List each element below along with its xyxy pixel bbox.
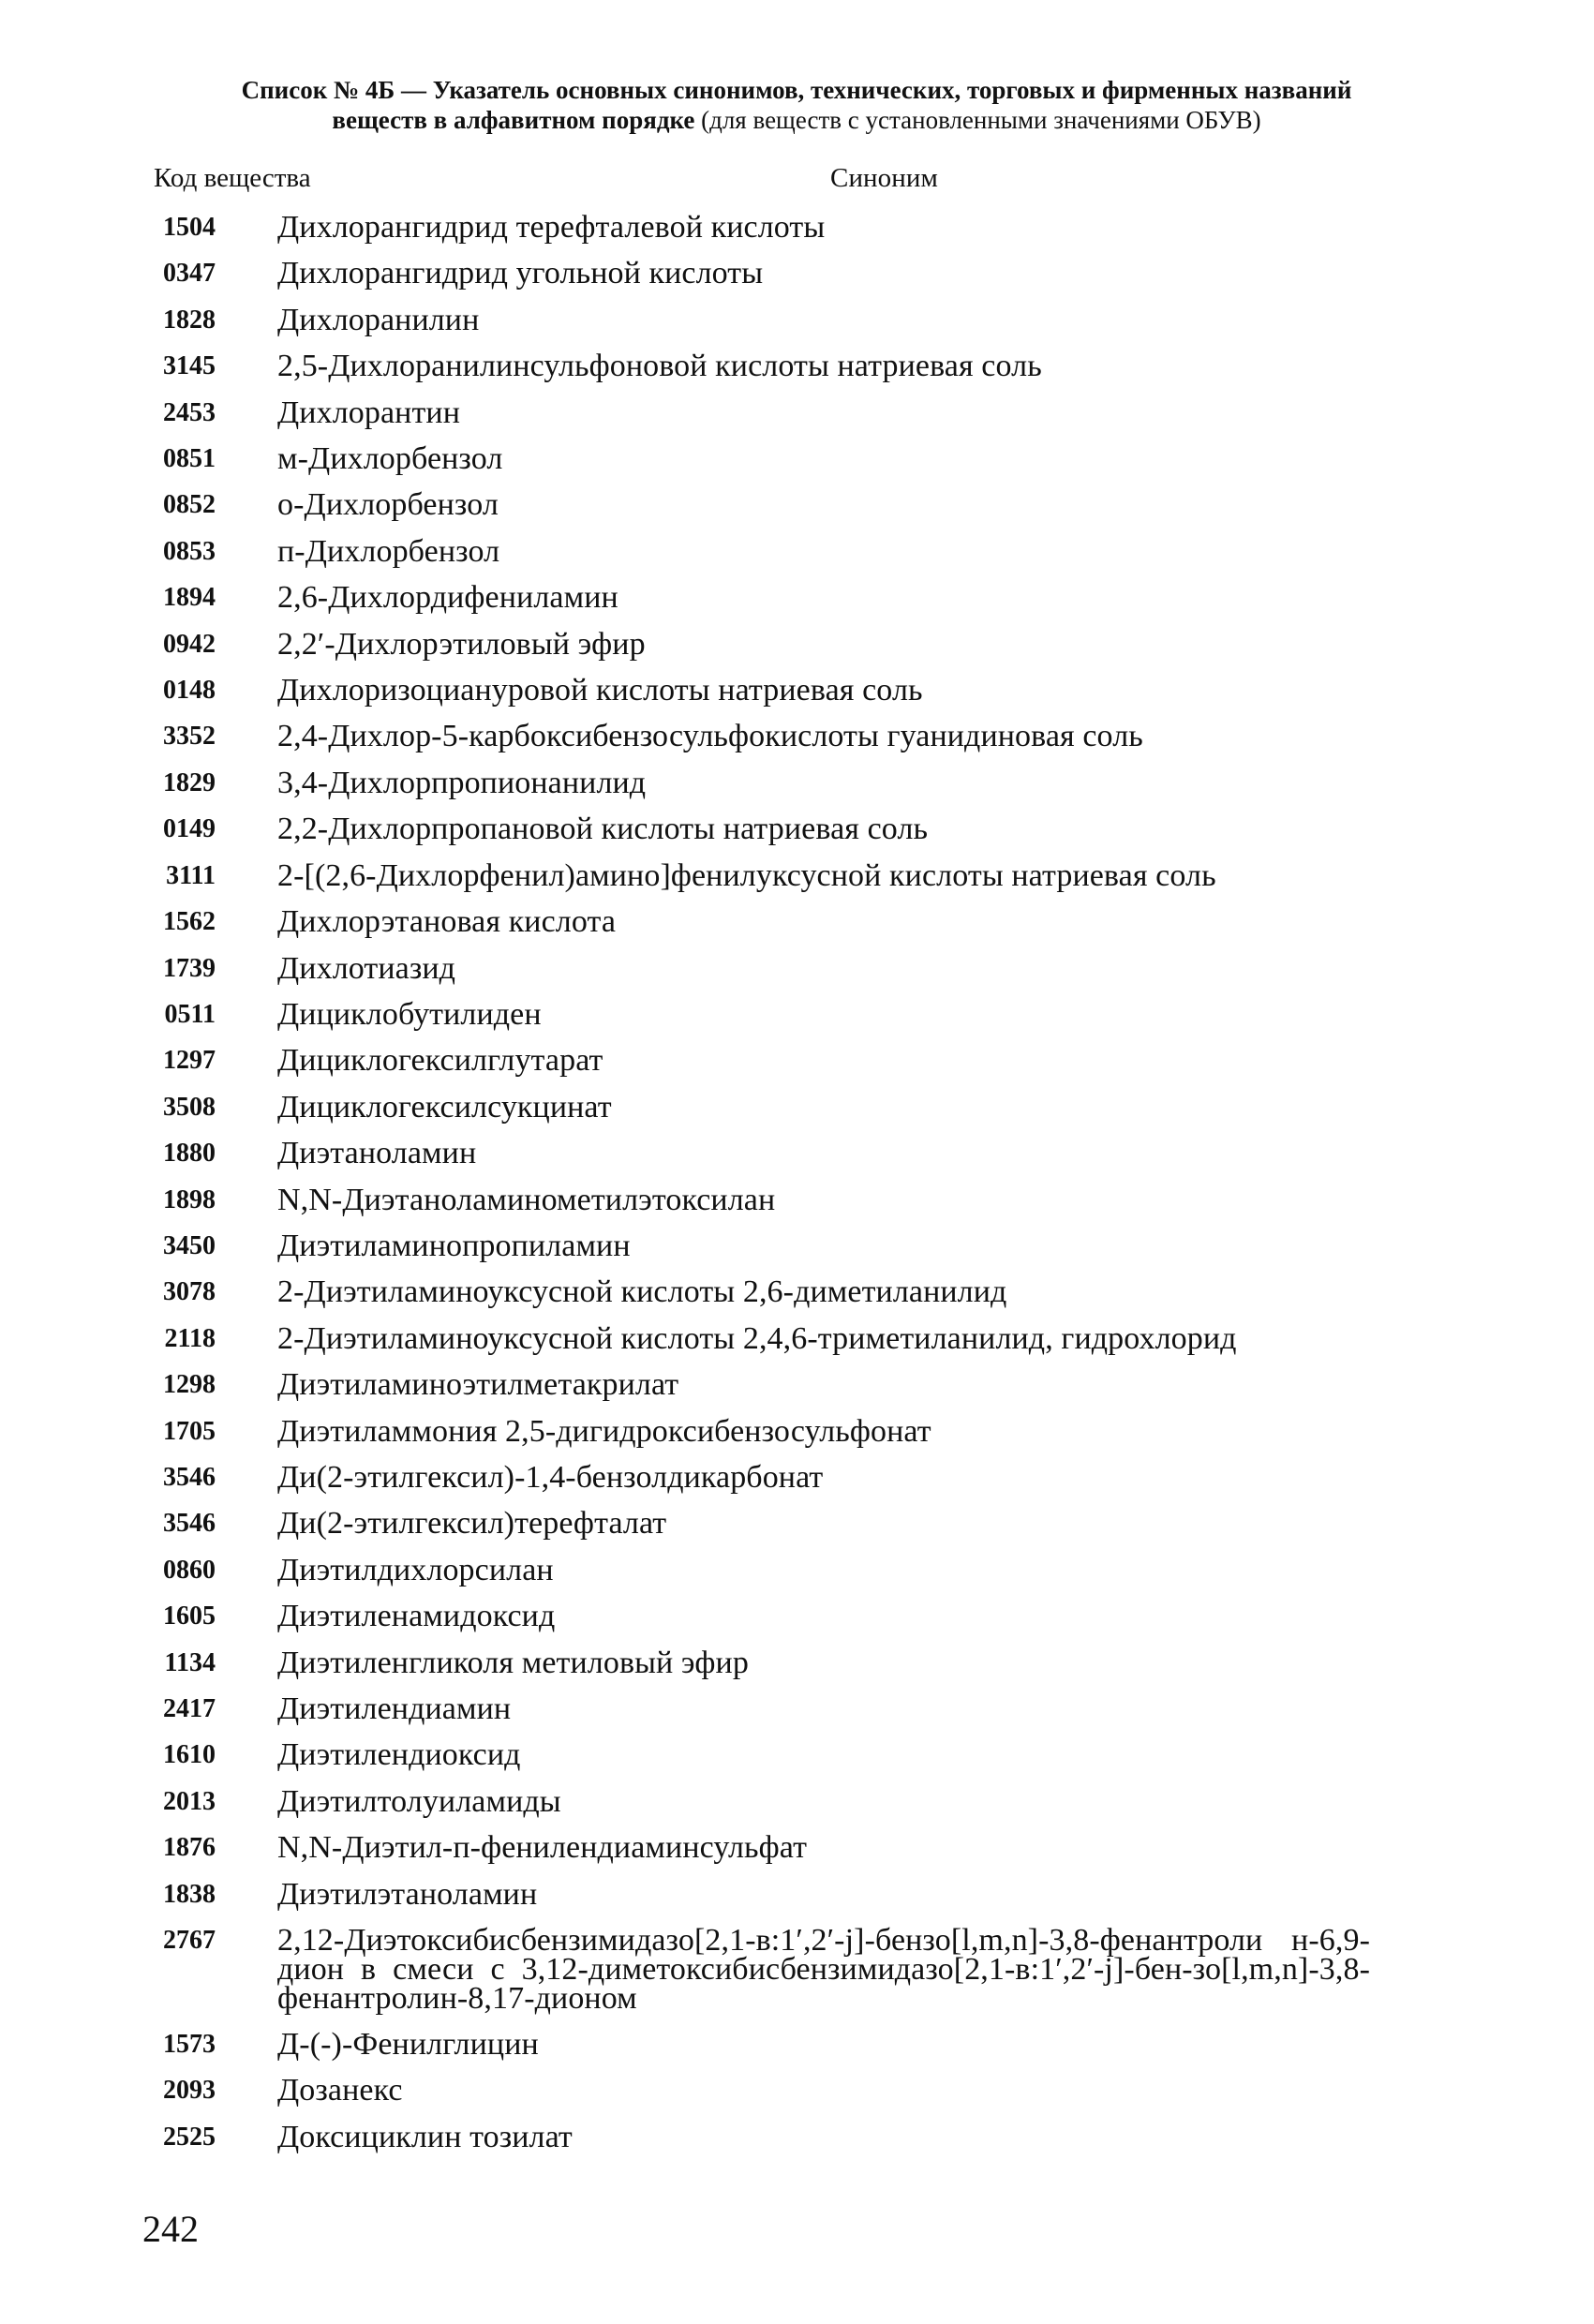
substance-code: 1297 xyxy=(163,1046,216,1076)
synonym-text: Диэтилендиоксид xyxy=(277,1737,521,1773)
table-row xyxy=(0,1500,1594,1546)
synonym-text: 2,4-Дихлор-5-карбоксибензосульфокислоты гуанидиновая соль xyxy=(277,719,1143,754)
table-row xyxy=(0,297,1594,343)
table-row xyxy=(0,1408,1594,1454)
table-row xyxy=(0,1917,1594,2021)
synonym-text: Ди(2-этилгексил)-1,4-бензолдикарбонат xyxy=(277,1459,824,1495)
substance-code: 2013 xyxy=(163,1786,216,1816)
substance-code: 1504 xyxy=(163,213,216,242)
synonym-text: о-Дихлорбензол xyxy=(277,487,499,523)
table-row xyxy=(0,1084,1594,1130)
substance-code: 1298 xyxy=(163,1370,216,1400)
synonym-text: 2-Диэтиламиноуксусной кислоты 2,4,6-триметиланилид, гидрохлорид xyxy=(277,1320,1237,1356)
substance-code: 1739 xyxy=(163,953,216,983)
table-row xyxy=(0,529,1594,574)
synonym-text: 2,2′-Дихлорэтиловый эфир xyxy=(277,626,646,662)
column-header-code: Код вещества xyxy=(154,163,311,193)
synonym-text: Дихлорэтановая кислота xyxy=(277,904,617,940)
synonym-text: п-Дихлорбензол xyxy=(277,533,500,569)
page-title xyxy=(141,75,1452,135)
substance-code: 1838 xyxy=(163,1879,216,1909)
synonym-text: Диэтаноламин xyxy=(277,1136,477,1171)
synonym-text: Дихлотиазид xyxy=(277,950,456,986)
synonym-text: Дициклогексилсукцинат xyxy=(277,1089,612,1125)
synonym-text: м-Дихлорбензол xyxy=(277,441,503,477)
synonym-list xyxy=(0,204,1594,2160)
substance-code: 2525 xyxy=(163,2122,216,2152)
table-row xyxy=(0,1316,1594,1362)
synonym-text: Дихлорантин xyxy=(277,395,460,430)
synonym-text: N,N-Диэтил-п-фенилендиаминсульфат xyxy=(277,1830,808,1866)
synonym-text: Ди(2-этилгексил)терефталат xyxy=(277,1506,667,1542)
substance-code: 0853 xyxy=(163,536,216,566)
table-row xyxy=(0,946,1594,991)
title-line-2: веществ в алфавитном порядке (для веществ с установленными значениями ОБУВ) xyxy=(332,106,1261,134)
substance-code: 0347 xyxy=(163,259,216,289)
table-row xyxy=(0,1686,1594,1732)
synonym-text: 2,12-Диэтоксибисбензимидазо[2,1-в:1′,2′-j]-бензо[l,m,n]-3,8-фенантроли н-6,9-дион в смеси с 3,12-диметоксибисбензимидазо[2,1-в:1′,2′-j]-бен-зо[l,m,n]-3,8-фенантролин-8,17-дионом xyxy=(277,1923,1370,2017)
synonym-text: Д-(-)-Фенилглицин xyxy=(277,2027,539,2063)
synonym-text: Дихлорангидрид угольной кислоты xyxy=(277,256,764,291)
substance-code: 0148 xyxy=(163,676,216,706)
synonym-text: 2,5-Дихлоранилинсульфоновой кислоты натриевая соль xyxy=(277,349,1042,384)
table-row xyxy=(0,1593,1594,1639)
synonym-text: Доксициклин тозилат xyxy=(277,2119,573,2154)
table-row xyxy=(0,1269,1594,1315)
substance-code: 3078 xyxy=(163,1277,216,1307)
substance-code: 1605 xyxy=(163,1601,216,1631)
table-row xyxy=(0,1037,1594,1083)
synonym-text: 2-[(2,6-Дихлорфенил)амино]фенилуксусной кислоты натриевая соль xyxy=(277,857,1216,893)
table-row xyxy=(0,1177,1594,1223)
synonym-text: Дихлорангидрид терефталевой кислоты xyxy=(277,210,826,245)
synonym-text: Дозанекс xyxy=(277,2073,403,2108)
substance-code: 1894 xyxy=(163,583,216,613)
synonym-text: Диэтиламиноэтилметакрилат xyxy=(277,1367,679,1403)
table-row xyxy=(0,1871,1594,1917)
substance-code: 1562 xyxy=(163,907,216,937)
table-row xyxy=(0,2067,1594,2113)
synonym-text: Диэтиламинопропиламин xyxy=(277,1228,631,1263)
table-row xyxy=(0,1130,1594,1176)
table-row xyxy=(0,482,1594,528)
synonym-text: Дихлоранилин xyxy=(277,302,480,337)
substance-code: 2453 xyxy=(163,397,216,427)
table-row xyxy=(0,853,1594,899)
table-row xyxy=(0,621,1594,667)
synonym-text: Диэтилдихлорсилан xyxy=(277,1552,554,1587)
substance-code: 1876 xyxy=(163,1833,216,1863)
substance-code: 2417 xyxy=(163,1694,216,1723)
table-row xyxy=(0,2021,1594,2067)
synonym-text: Диэтиленамидоксид xyxy=(277,1599,556,1634)
synonym-text: Дициклогексилглутарат xyxy=(277,1043,603,1079)
substance-code: 0860 xyxy=(163,1555,216,1585)
synonym-text: Диэтилендиамин xyxy=(277,1691,512,1726)
table-row xyxy=(0,1547,1594,1593)
table-row xyxy=(0,2114,1594,2160)
table-row xyxy=(0,760,1594,806)
substance-code: 1705 xyxy=(163,1416,216,1446)
substance-code: 0149 xyxy=(163,814,216,844)
table-row xyxy=(0,899,1594,945)
substance-code: 0851 xyxy=(163,444,216,474)
table-row xyxy=(0,204,1594,250)
table-row xyxy=(0,806,1594,852)
substance-code: 1610 xyxy=(163,1740,216,1770)
table-row xyxy=(0,667,1594,713)
substance-code: 1573 xyxy=(163,2030,216,2060)
table-row xyxy=(0,343,1594,389)
substance-code: 2118 xyxy=(164,1323,216,1353)
substance-code: 1829 xyxy=(163,767,216,797)
table-row xyxy=(0,390,1594,436)
table-row xyxy=(0,1454,1594,1500)
table-row xyxy=(0,1362,1594,1408)
table-row xyxy=(0,574,1594,620)
synonym-text: 2-Диэтиламиноуксусной кислоты 2,6-диметиланилид xyxy=(277,1274,1007,1310)
substance-code: 0852 xyxy=(163,490,216,520)
substance-code: 3352 xyxy=(163,722,216,752)
synonym-text: 2,2-Дихлорпропановой кислоты натриевая соль xyxy=(277,812,929,847)
table-row xyxy=(0,991,1594,1037)
synonym-text: Диэтилэтаноламин xyxy=(277,1876,538,1912)
table-row xyxy=(0,1223,1594,1269)
substance-code: 3508 xyxy=(163,1092,216,1122)
substance-code: 3450 xyxy=(163,1230,216,1260)
substance-code: 1828 xyxy=(163,305,216,335)
synonym-text: 2,6-Дихлордифениламин xyxy=(277,580,618,616)
substance-code: 3546 xyxy=(163,1509,216,1539)
column-header-synonym: Синоним xyxy=(830,163,938,193)
synonym-text: Диэтилтолуиламиды xyxy=(277,1783,561,1819)
synonym-text: Дихлоризоциануровой кислоты натриевая соль xyxy=(277,673,923,708)
table-row xyxy=(0,436,1594,482)
synonym-text: 3,4-Дихлорпропионанилид xyxy=(277,765,647,800)
substance-code: 2093 xyxy=(163,2076,216,2106)
substance-code: 1898 xyxy=(163,1184,216,1214)
substance-code: 1134 xyxy=(164,1647,216,1677)
table-row xyxy=(0,713,1594,759)
synonym-text: N,N-Диэтаноламинометилэтоксилан xyxy=(277,1182,776,1217)
table-row xyxy=(0,1779,1594,1825)
substance-code: 1880 xyxy=(163,1139,216,1169)
table-row xyxy=(0,1732,1594,1778)
synonym-text: Диэтиламмония 2,5-дигидроксибензосульфонат xyxy=(277,1413,931,1449)
substance-code: 3145 xyxy=(163,351,216,381)
substance-code: 2767 xyxy=(163,1926,216,1956)
synonym-text: Диэтиленгликоля метиловый эфир xyxy=(277,1645,749,1680)
substance-code: 3111 xyxy=(166,860,216,890)
substance-code: 0942 xyxy=(163,629,216,659)
table-row xyxy=(0,1640,1594,1686)
substance-code: 0511 xyxy=(164,999,216,1029)
table-row xyxy=(0,1825,1594,1870)
substance-code: 3546 xyxy=(163,1462,216,1492)
title-line-1: Список № 4Б — Указатель основных синонимов, технических, торговых и фирменных названий xyxy=(241,76,1352,104)
synonym-text: Дициклобутилиден xyxy=(277,996,542,1032)
page-number: 242 xyxy=(142,2208,199,2250)
table-row xyxy=(0,250,1594,296)
